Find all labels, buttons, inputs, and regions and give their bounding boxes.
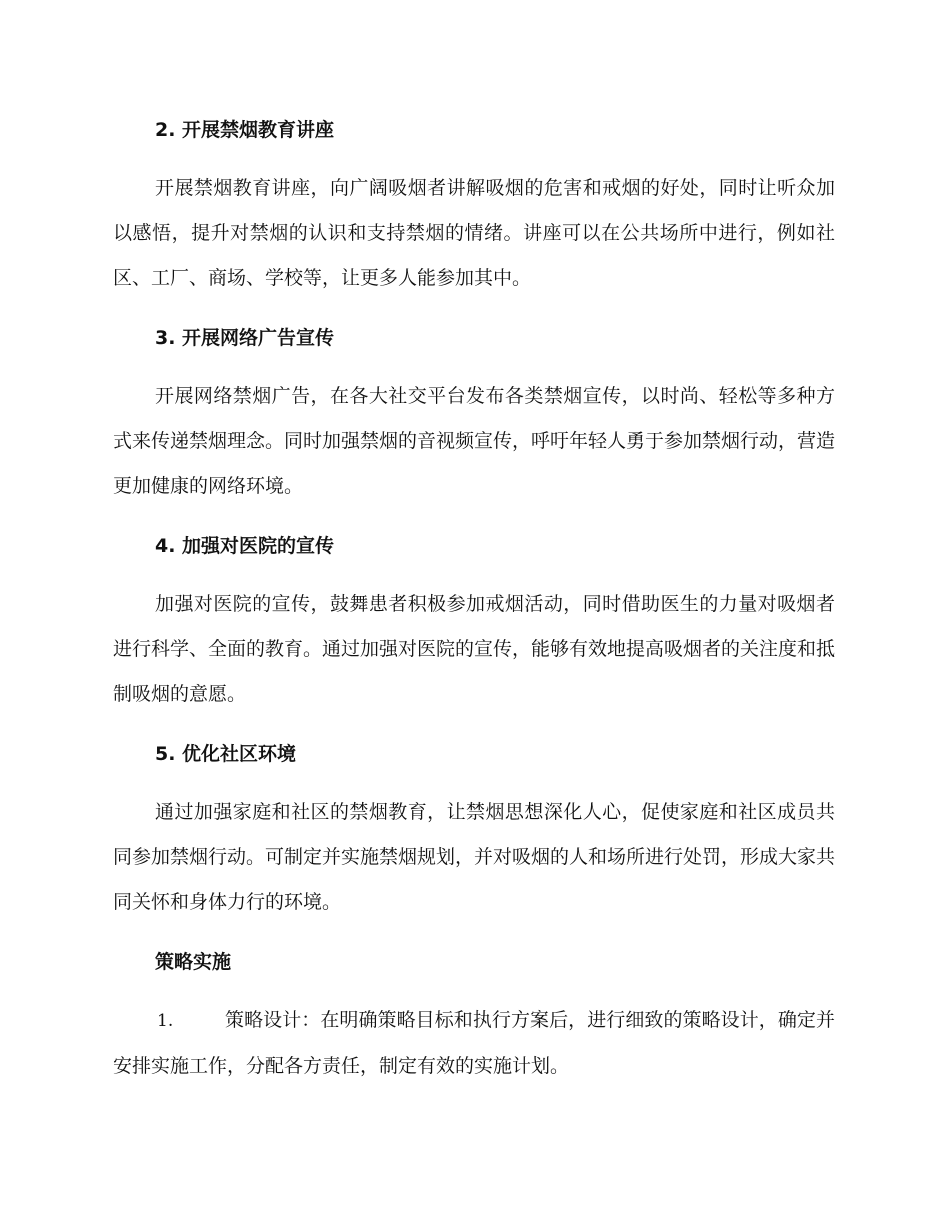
section-heading-implementation: 策略实施	[155, 951, 232, 973]
section-heading-community: 5. 优化社区环境	[155, 743, 297, 765]
section-heading-online-ads: 3. 开展网络广告宣传	[155, 327, 335, 349]
list-item-text: 策略设计：在明确策略目标和执行方案后，进行细致的策略设计，确定并安排实施工作，分配各方责任，制定有效的实施计划。	[113, 1009, 835, 1077]
list-item	[113, 998, 835, 1089]
section-heading-lectures: 2. 开展禁烟教育讲座	[155, 119, 335, 141]
document-body	[113, 108, 835, 1089]
section-paragraph-lectures: 开展禁烟教育讲座，向广阔吸烟者讲解吸烟的危害和戒烟的好处，同时让听众加以感悟，提升对禁烟的认识和支持禁烟的情绪。讲座可以在公共场所中进行，例如社区、工厂、商场、学校等，让更多人能参加其中。	[113, 177, 835, 289]
list-item-number: 1.	[157, 1011, 174, 1031]
section-paragraph-hospitals: 加强对医院的宣传，鼓舞患者积极参加戒烟活动，同时借助医生的力量对吸烟者进行科学、全面的教育。通过加强对医院的宣传，能够有效地提高吸烟者的关注度和抵制吸烟的意愿。	[113, 593, 836, 705]
section-paragraph-community: 通过加强家庭和社区的禁烟教育，让禁烟思想深化人心，促使家庭和社区成员共同参加禁烟行动。可制定并实施禁烟规划，并对吸烟的人和场所进行处罚，形成大家共同关怀和身体力行的环境。	[113, 801, 836, 913]
section-paragraph-online-ads: 开展网络禁烟广告，在各大社交平台发布各类禁烟宣传，以时尚、轻松等多种方式来传递禁烟理念。同时加强禁烟的音视频宣传，呼吁年轻人勇于参加禁烟行动，营造更加健康的网络环境。	[113, 385, 836, 497]
section-heading-hospitals: 4. 加强对医院的宣传	[155, 535, 335, 557]
